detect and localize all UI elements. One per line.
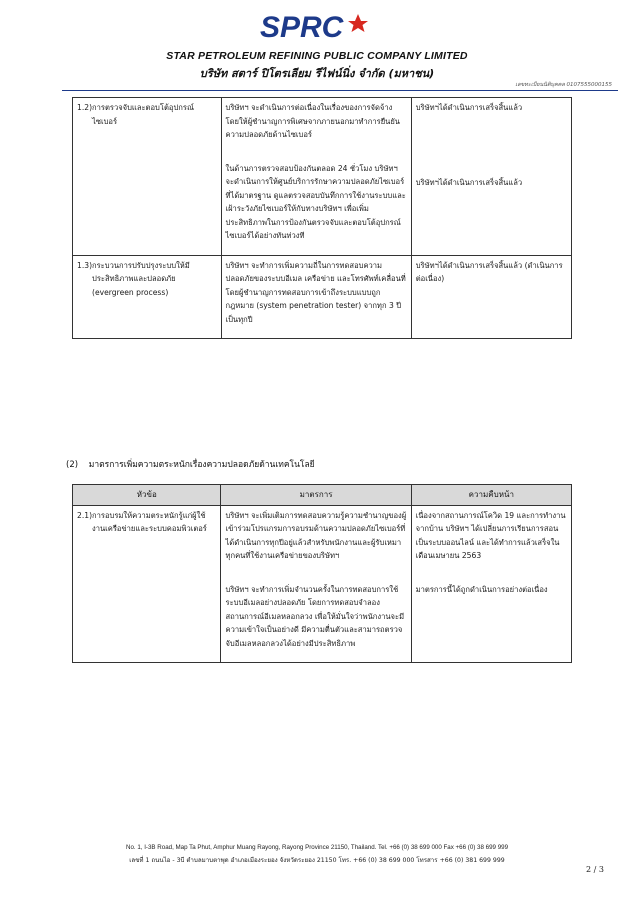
company-name-th: บริษัท สตาร์ ปิโตรเลียม รีไฟน์นิ่ง จำกัด (มหาชน) [199,67,435,80]
progress-cell [411,505,571,663]
table-header-row [73,485,572,506]
header-divider [62,90,618,91]
section-title-text: มาตรการเพิ่มความตระหนักเรื่องความปลอดภัยด้านเทคโนโลยี [88,460,315,470]
section-number: (2) [66,460,79,470]
registration-number: เลขทะเบียนนิติบุคคล 0107555000155 [515,82,612,88]
topic-text: การตรวจจับและตอบโต้อุปกรณ์ไซเบอร์ [92,103,194,126]
table-row [73,255,572,339]
topic-text: กระบวนการปรับปรุงระบบให้มีประสิทธิภาพและปลอดภัย (evergreen process) [92,260,190,297]
topic-text: การอบรมให้ความตระหนักรู้แก่ผู้ใช้งานเครือข่ายและระบบคอมพิวเตอร์ [92,510,207,533]
progress-text: เนื่องจากสถานการณ์โควิด 19 และการทำงานจากบ้าน บริษัทฯ ได้เปลี่ยนการเรียนการสอนเป็นระบบออนไลน์ และได้ทำการแล้วเสร็จในเดือนเมษายน 2563 [415,510,566,560]
svg-text:SPRC: SPRC [260,11,344,44]
measure-text: บริษัทฯ จะดำเนินการต่อเนื่องในเรื่องของการจัดจ้าง โดยให้ผู้ชำนาญการพิเศษจากภายนอกมาทำการยืนยันความปลอดภัยด้านไซเบอร์ [225,103,400,139]
measures-table-1 [72,97,572,339]
header-topic: หัวข้อ [73,485,221,506]
progress-cell [411,255,571,339]
header-progress: ความคืบหน้า [411,485,571,506]
topic-cell [73,505,221,663]
sprc-logo [258,10,376,44]
footer-address-th: เลขที่ 1 ถนนไอ - 3บี ตำบลมาบตาพุด อำเภอเมืองระยอง จังหวัดระยอง 21150 โทร. +66 (0) 38 699 000 โทรสาร +66 (0) 381 699 999 [129,857,505,864]
progress-text: บริษัทฯได้ดำเนินการเสร็จสิ้นแล้ว [415,177,523,187]
section-2-title [66,457,315,471]
measure-text: บริษัทฯ จะทำการเพิ่มความถี่ในการทดสอบความปลอดภัยของระบบอีเมล เครือข่าย และโทรศัพท์เคลื่อนที่ โดยผู้ชำนาญการทดสอบการเข้าถึงระบบแบบถูกกฎหมาย (system penetration tester) จากทุก 3 ปี เป็นทุกปี [225,260,406,324]
header-measures: มาตรการ [221,485,411,506]
topic-number: 1.3) [77,260,93,270]
progress-text: มาตรการนี้ได้ถูกดำเนินการอย่างต่อเนื่อง [415,584,548,594]
measures-cell [221,98,411,256]
table-row [73,98,572,256]
progress-text: บริษัทฯได้ดำเนินการเสร็จสิ้นแล้ว [415,103,523,112]
topic-number: 2.1) [77,510,93,520]
topic-cell [73,255,222,339]
progress-text: บริษัทฯได้ดำเนินการเสร็จสิ้นแล้ว (ดำเนินการต่อเนื่อง) [415,260,563,283]
measures-cell [221,255,411,339]
letterhead [0,0,634,96]
measures-cell [221,505,411,663]
measure-text: บริษัทฯ จะทำการเพิ่มจำนวนครั้งในการทดสอบการใช้ระบบอีเมลอย่างปลอดภัย โดยการทดสอบจำลองสถานการณ์อีเมลหลอกลวง เพื่อให้มั่นใจว่าพนักงานจะมีความเข้าใจเป็นอย่างดี มีความตื่นตัวและสามารถตรวจจับอีเมลหลอกลวงได้อย่างมีประสิทธิภาพ [225,584,405,648]
progress-cell [411,98,571,256]
topic-cell [73,98,222,256]
measures-table-2 [72,484,572,663]
company-name-en: STAR PETROLEUM REFINING PUBLIC COMPANY LIMITED [166,50,468,62]
topic-number: 1.2) [77,103,93,112]
table-row [73,505,572,663]
measure-text: ในด้านการตรวจสอบป้องกันตลอด 24 ชั่วโมง บริษัทฯ จะดำเนินการให้ศูนย์บริการรักษาความปลอดภัยไซเบอร์ที่ได้มาตรฐาน ดูแลตรวจสอบบันทึกการใช้งานระบบและเฝ้าระวังภัยไซเบอร์ให้กับทางบริษัทฯ เพื่อเพิ่มประสิทธิภาพในการป้องกันตรวจจับและตอบโต้อุปกรณ์ไซเบอร์ได้อย่างทันท่วงที [225,163,406,240]
page-number: 2 / 3 [586,865,604,874]
measure-text: บริษัทฯ จะเพิ่มเติมการทดสอบความรู้ความชำนาญของผู้เข้าร่วมโปรแกรมการอบรมด้านความปลอดภัยไซเบอร์ที่ได้ดำเนินการทุกปีอยู่แล้วสำหรับพนักงานและผู้รับเหมาทุกคนที่ใช้งานเครือข่ายของบริษัทฯ [225,510,407,560]
footer-address-en: No. 1, I-3B Road, Map Ta Phut, Amphur Muang Rayong, Rayong Province 21150, Thailand. Tel. +66 (0) 38 699 000 Fax +66 (0) 38 699 999 [125,844,509,851]
